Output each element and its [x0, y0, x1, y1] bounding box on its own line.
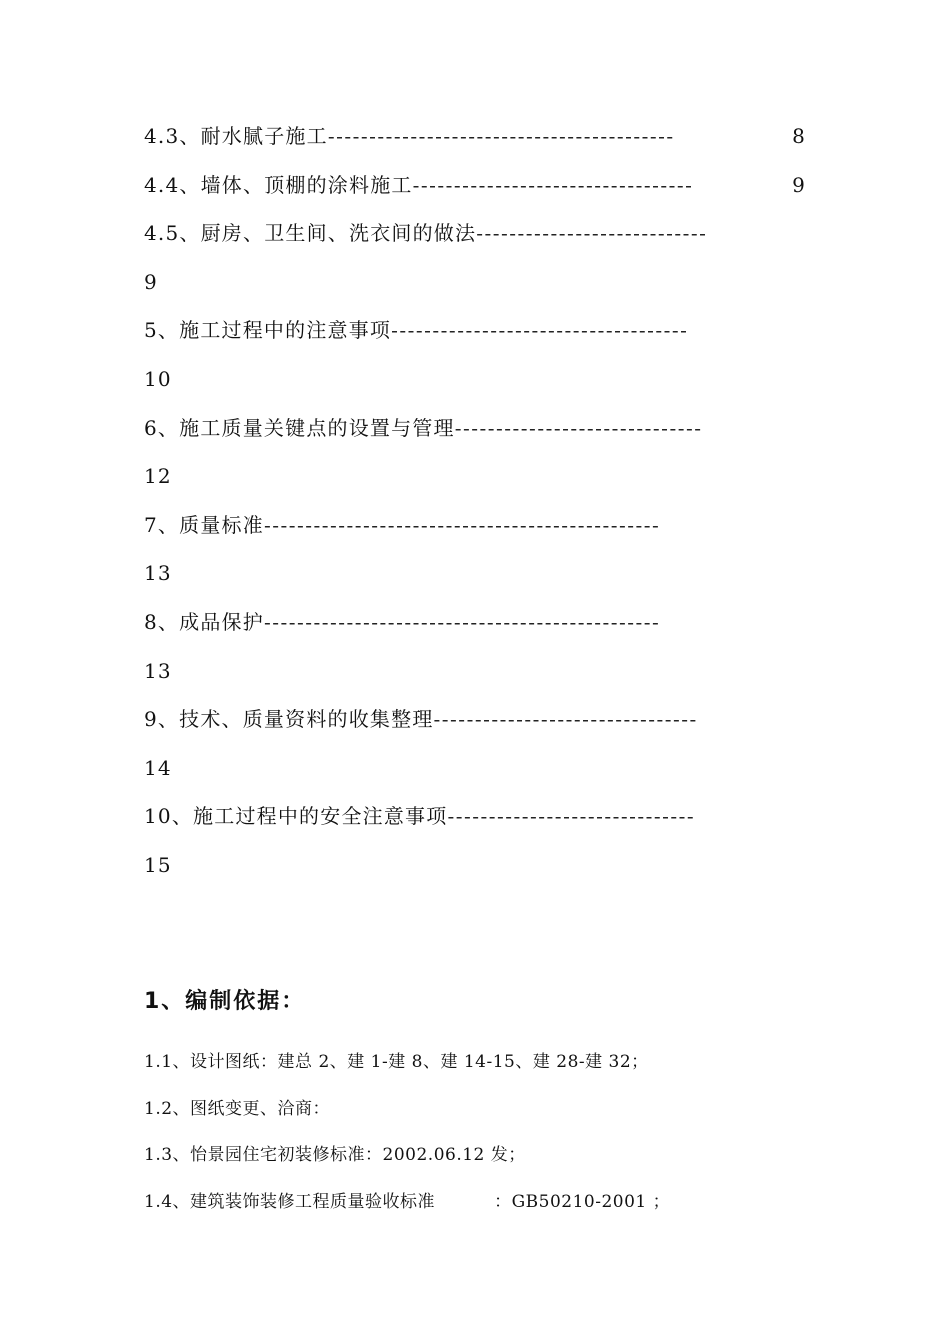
toc-line [144, 792, 806, 841]
toc-line [144, 306, 806, 355]
toc-line [144, 161, 806, 210]
toc-line [144, 647, 806, 696]
toc-leader-dashes: ------------------------------------------------ [263, 609, 661, 634]
toc-line [144, 452, 806, 501]
compilation-basis-list [144, 1042, 824, 1228]
toc-leader-dashes: ------------------------------------------------ [263, 512, 661, 537]
basis-item: 1.4、建筑装饰装修工程质量验收标准 ：GB50210-2001 ； [144, 1191, 671, 1212]
toc-page-number: 13 [144, 658, 172, 683]
toc-line [144, 501, 806, 550]
toc-page-number: 13 [144, 561, 172, 586]
toc-line [144, 112, 806, 161]
toc-line [144, 549, 806, 598]
toc-line [144, 404, 806, 453]
toc-line [144, 841, 806, 890]
toc-entry-text: 4.5、厨房、卫生间、洗衣间的做法 [144, 221, 477, 246]
toc-entry-text: 4.3、耐水腻子施工 [144, 124, 328, 148]
toc-page-number: 9 [144, 269, 158, 294]
toc-page-number: 14 [144, 755, 172, 780]
toc-entry-text: 7、质量标准 [144, 512, 264, 537]
toc-page-number: 9 [792, 161, 806, 210]
table-of-contents [144, 112, 806, 890]
basis-item: 1.2、图纸变更、洽商： [144, 1098, 331, 1119]
toc-leader-dashes: ------------------------------ [447, 804, 696, 829]
toc-entry-text: 5、施工过程中的注意事项 [144, 318, 392, 343]
toc-line [144, 744, 806, 793]
toc-leader-dashes: ------------------------------------------ [327, 124, 675, 148]
toc-line [144, 355, 806, 404]
basis-item: 1.3、怡景园住宅初装修标准：2002.06.12 发； [144, 1145, 526, 1165]
toc-page-number: 8 [792, 112, 806, 161]
toc-entry-text: 8、成品保护 [144, 609, 264, 634]
toc-leader-dashes: -------------------------------- [433, 707, 698, 732]
toc-line [144, 209, 806, 258]
toc-leader-dashes: ---------------------------- [476, 221, 708, 246]
toc-line [144, 258, 806, 307]
toc-page-number: 15 [144, 852, 172, 877]
toc-entry-text: 6、施工质量关键点的设置与管理 [144, 415, 455, 440]
toc-leader-dashes: ------------------------------ [454, 415, 703, 440]
toc-page-number: 12 [144, 464, 172, 489]
toc-entry-text: 4.4、墙体、顶棚的涂料施工 [144, 172, 413, 197]
toc-line [144, 695, 806, 744]
toc-leader-dashes: ---------------------------------- [412, 172, 694, 197]
toc-entry-text: 10、施工过程中的安全注意事项 [144, 804, 448, 829]
section-heading: 1、编制依据： [144, 989, 306, 1014]
toc-leader-dashes: ------------------------------------ [391, 318, 689, 343]
toc-page-number: 10 [144, 366, 172, 391]
basis-item: 1.1、设计图纸：建总 2、建 1-建 8、建 14-15、建 28-建 32； [144, 1052, 649, 1072]
toc-line [144, 598, 806, 647]
toc-entry-text: 9、技术、质量资料的收集整理 [144, 707, 434, 732]
